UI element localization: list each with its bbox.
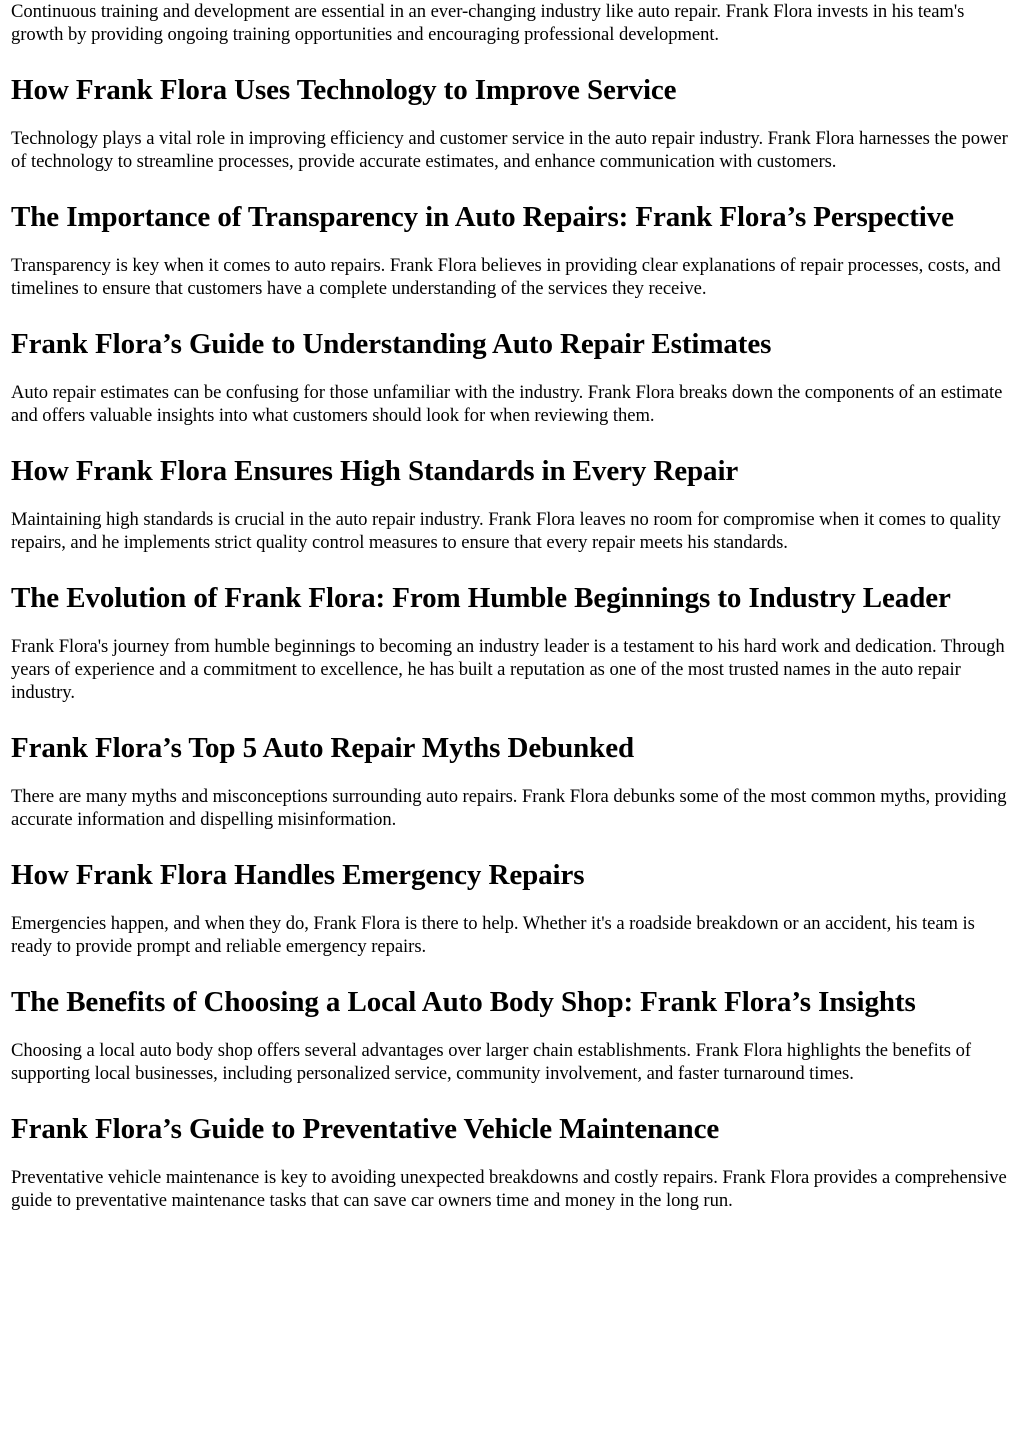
intro-paragraph: Continuous training and development are essential in an ever-changing industry like auto repair. Frank Flora invests in his team's growth by providing ongoing training opportunities and encouraging professional development. (11, 1, 965, 45)
section-myths (11, 731, 1016, 831)
section-transparency (11, 200, 1016, 300)
section-heading: How Frank Flora Ensures High Standards in Every Repair (11, 455, 739, 487)
section-heading: Frank Flora’s Guide to Understanding Auto Repair Estimates (11, 328, 772, 360)
section-estimates (11, 327, 1016, 427)
section-heading: The Benefits of Choosing a Local Auto Body Shop: Frank Flora’s Insights (11, 986, 916, 1018)
section-heading: How Frank Flora Handles Emergency Repairs (11, 859, 585, 891)
section-maintenance (11, 1112, 1016, 1212)
article (11, 0, 1016, 1212)
section-heading: Frank Flora’s Guide to Preventative Vehicle Maintenance (11, 1113, 720, 1145)
section-heading: How Frank Flora Uses Technology to Improve Service (11, 74, 677, 106)
section-paragraph: Transparency is key when it comes to auto repairs. Frank Flora believes in providing clear explanations of repair processes, costs, and timelines to ensure that customers have a complete understanding of the services they receive. (11, 255, 1001, 299)
section-paragraph: Technology plays a vital role in improving efficiency and customer service in the auto repair industry. Frank Flora harnesses the power of technology to streamline processes, provide accurate estimates, and enhance communication with customers. (11, 128, 1008, 172)
section-paragraph: There are many myths and misconceptions surrounding auto repairs. Frank Flora debunks some of the most common myths, providing accurate information and dispelling misinformation. (11, 786, 1007, 830)
section-emergency (11, 858, 1016, 958)
section-paragraph: Emergencies happen, and when they do, Frank Flora is there to help. Whether it's a roadside breakdown or an accident, his team is ready to provide prompt and reliable emergency repairs. (11, 913, 975, 957)
section-heading: The Evolution of Frank Flora: From Humble Beginnings to Industry Leader (11, 582, 951, 614)
section-paragraph: Preventative vehicle maintenance is key to avoiding unexpected breakdowns and costly repairs. Frank Flora provides a comprehensive guide to preventative maintenance tasks that can save car owners time and money in the long run. (11, 1167, 1007, 1211)
section-heading: The Importance of Transparency in Auto Repairs: Frank Flora’s Perspective (11, 201, 954, 233)
section-technology (11, 73, 1016, 173)
section-evolution (11, 581, 1016, 704)
section-standards (11, 454, 1016, 554)
section-heading: Frank Flora’s Top 5 Auto Repair Myths Debunked (11, 732, 635, 764)
section-local-shop (11, 985, 1016, 1085)
section-paragraph: Auto repair estimates can be confusing for those unfamiliar with the industry. Frank Flora breaks down the components of an estimate and offers valuable insights into what customers should look for when reviewing them. (11, 382, 1003, 426)
section-paragraph: Choosing a local auto body shop offers several advantages over larger chain establishments. Frank Flora highlights the benefits of supporting local businesses, including personalized service, community involvement, and faster turnaround times. (11, 1040, 971, 1084)
section-paragraph: Maintaining high standards is crucial in the auto repair industry. Frank Flora leaves no room for compromise when it comes to quality repairs, and he implements strict quality control measures to ensure that every repair meets his standards. (11, 509, 1001, 553)
section-paragraph: Frank Flora's journey from humble beginnings to becoming an industry leader is a testament to his hard work and dedication. Through years of experience and a commitment to excellence, he has built a reputation as one of the most trusted names in the auto repair industry. (11, 636, 1005, 703)
